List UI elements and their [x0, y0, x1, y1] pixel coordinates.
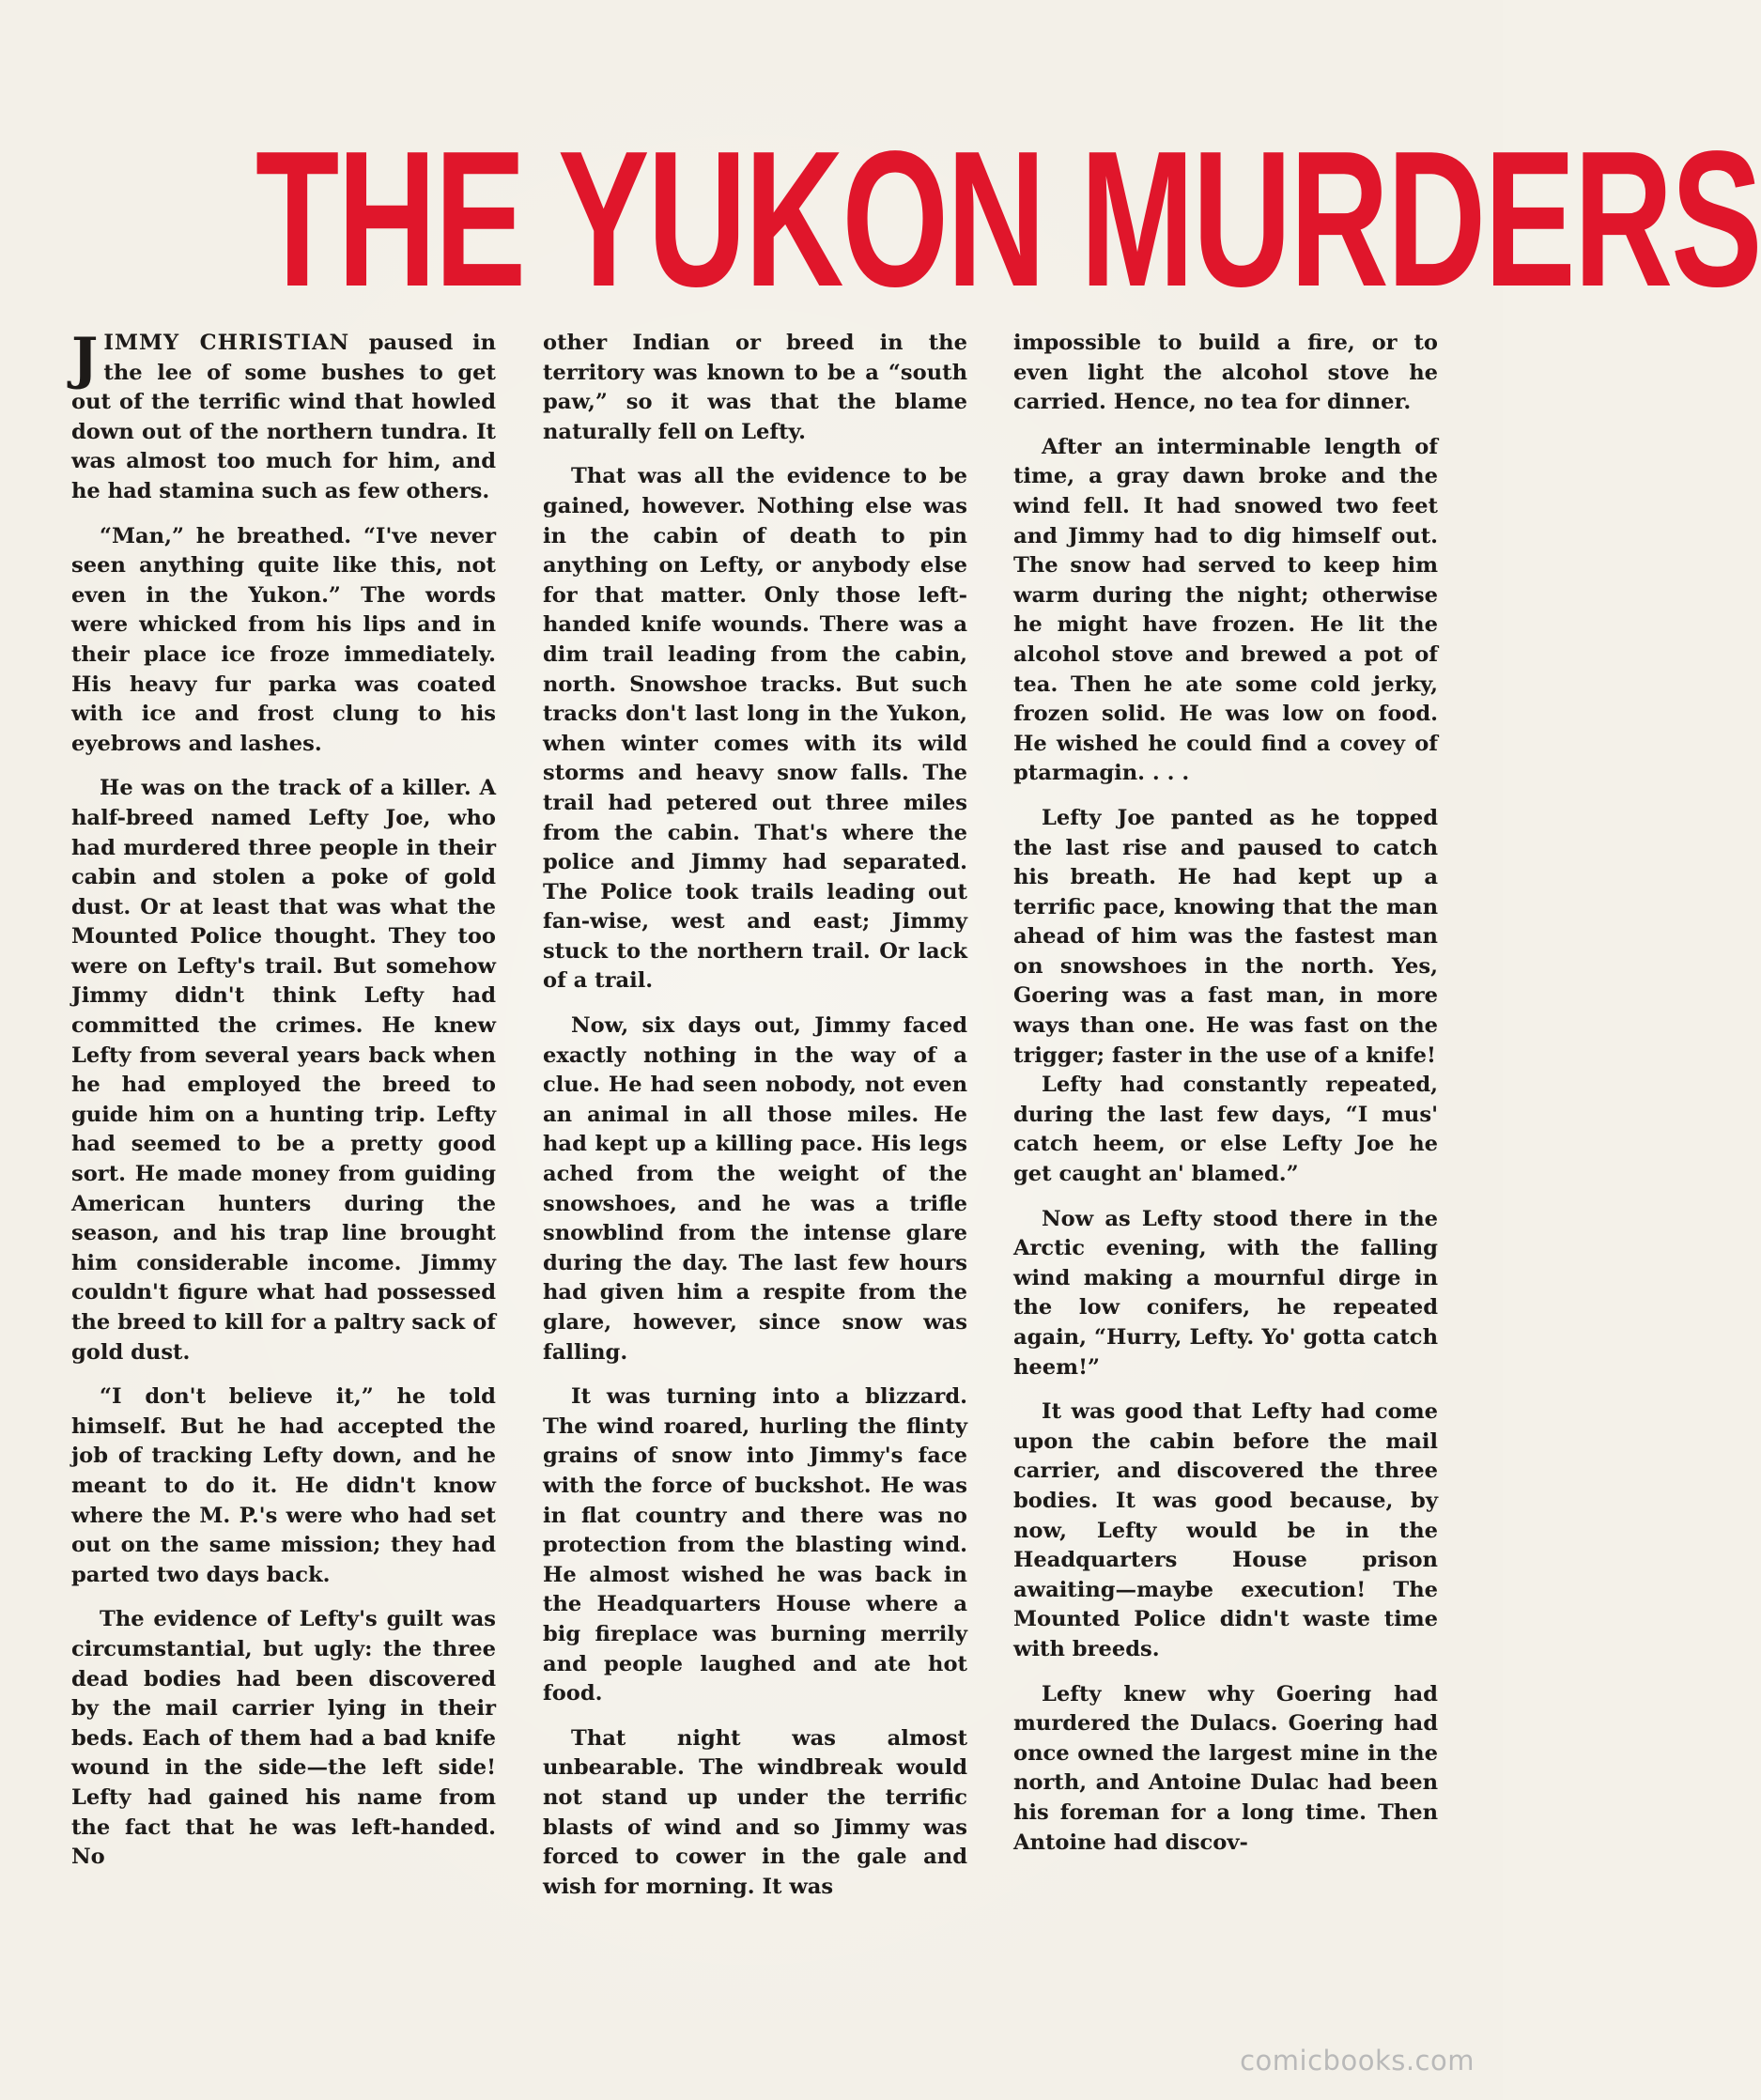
- paragraph: Now as Lefty stood there in the Arctic evening, with the falling wind making a mournful dirge in the low conifers, he repeated again, “Hurry, Lefty. Yo' gotta catch heem!”: [1013, 1206, 1438, 1380]
- paragraph: After an interminable length of time, a gray dawn broke and the wind fell. It had snowed two feet and Jimmy had to dig himself out. The snow had served to keep him warm during the night; otherwise he might have frozen. He lit the alcohol stove and brewed a pot of tea. Then he ate some cold jerky, frozen solid. He was low on food. He wished he could find a covey of ptarmagin. . . .: [1013, 434, 1438, 786]
- story-title: THE YUKON MURDERS: [255, 111, 1761, 327]
- paragraph: Lefty had constantly repeated, during the last few days, “I mus' catch heem, or else Lefty Joe he get caught an' blamed.”: [1013, 1073, 1438, 1187]
- opening-paragraph: [71, 326, 496, 507]
- opening-text: paused in the lee of some bushes to get out of the terrific wind that howled down out of the northern tundra. It was almost too much for him, and he had stamina such as few others.: [71, 331, 496, 503]
- character-name: IMMY CHRISTIAN: [103, 331, 350, 355]
- paragraph: impossible to build a fire, or to even light the alcohol stove he carried. Hence, no tea for dinner.: [1013, 331, 1438, 415]
- paragraph: Now, six days out, Jimmy faced exactly nothing in the way of a clue. He had seen nobody, not even an animal in all those miles. He had kept up a killing pace. His legs ached from the weight of the snowshoes, and he was a trifle snowblind from the intense glare during the day. The last few hours had given him a respite from the glare, however, since snow was falling.: [543, 1013, 967, 1365]
- text-column-3: [1013, 329, 1438, 1858]
- text-column-2: [543, 329, 967, 1902]
- paragraph: It was good that Lefty had come upon the cabin before the mail carrier, and discovered the three bodies. It was good because, by now, Lefty would be in the Headquarters House prison awaiting—maybe execution! The Mounted Police didn't waste time with breeds.: [1013, 1399, 1438, 1661]
- text-column-1: [71, 326, 496, 1873]
- drop-cap: J: [71, 326, 99, 392]
- paragraph: It was turning into a blizzard. The wind roared, hurling the flinty grains of snow into Jimmy's face with the force of buckshot. He was in flat country and there was no protection from the blasting wind. He almost wished he was back in the Headquarters House where a big fireplace was burning merrily and people laughed and ate hot food.: [543, 1384, 967, 1706]
- paragraph: That was all the evidence to be gained, however. Nothing else was in the cabin of death to pin anything on Lefty, or anybody else for that matter. Only those left-handed knife wounds. There was a dim trail leading from the cabin, north. Snowshoe tracks. But such tracks don't last long in the Yukon, when winter comes with its wild storms and heavy snow falls. The trail had petered out three miles from the cabin. That's where the police and Jimmy had separated. The Police took trails leading out fan-wise, west and east; Jimmy stuck to the northern trail. Or lack of a trail.: [543, 464, 967, 994]
- paragraph: other Indian or breed in the territory was known to be a “south paw,” so it was that the blame naturally fell on Lefty.: [543, 331, 967, 444]
- paragraph: “Man,” he breathed. “I've never seen anything quite like this, not even in the Yukon.” The words were whicked from his lips and in their place ice froze immediately. His heavy fur parka was coated with ice and frost clung to his eyebrows and lashes.: [71, 523, 496, 756]
- paragraph: That night was almost unbearable. The windbreak would not stand up under the terrific blasts of wind and so Jimmy was forced to cower in the gale and wish for morning. It was: [543, 1725, 967, 1899]
- paragraph: “I don't believe it,” he told himself. But he had accepted the job of tracking Lefty down, and he meant to do it. He didn't know where the M. P.'s were who had set out on the same mission; they had parted two days back.: [71, 1384, 496, 1587]
- paragraph: He was on the track of a killer. A half-breed named Lefty Joe, who had murdered three people in their cabin and stolen a poke of gold dust. Or at least that was what the Mounted Police thought. They too were on Lefty's trail. But somehow Jimmy didn't think Lefty had committed the crimes. He knew Lefty from several years back when he had employed the breed to guide him on a hunting trip. Lefty had seemed to be a pretty good sort. He made money from guiding American hunters during the season, and his trap line brought him considerable income. Jimmy couldn't figure what had possessed the breed to kill for a paltry sack of gold dust.: [71, 776, 496, 1365]
- watermark: comicbooks.com: [1240, 2045, 1475, 2077]
- paragraph: Lefty Joe panted as he topped the last rise and paused to catch his breath. He had kept up a terrific pace, knowing that the man ahead of him was the fastest man on snowshoes in the north. Yes, Goering was a fast man, in more ways than one. He was fast on the trigger; faster in the use of a knife!: [1013, 805, 1438, 1068]
- paragraph: Lefty knew why Goering had murdered the Dulacs. Goering had once owned the largest mine in the north, and Antoine Dulac had been his foreman for a long time. Then Antoine had discov-: [1013, 1681, 1438, 1855]
- paragraph: The evidence of Lefty's guilt was circumstantial, but ugly: the three dead bodies had been discovered by the mail carrier lying in their beds. Each of them had a bad knife wound in the side—the left side! Lefty had gained his name from the fact that he was left-handed. No: [71, 1607, 496, 1870]
